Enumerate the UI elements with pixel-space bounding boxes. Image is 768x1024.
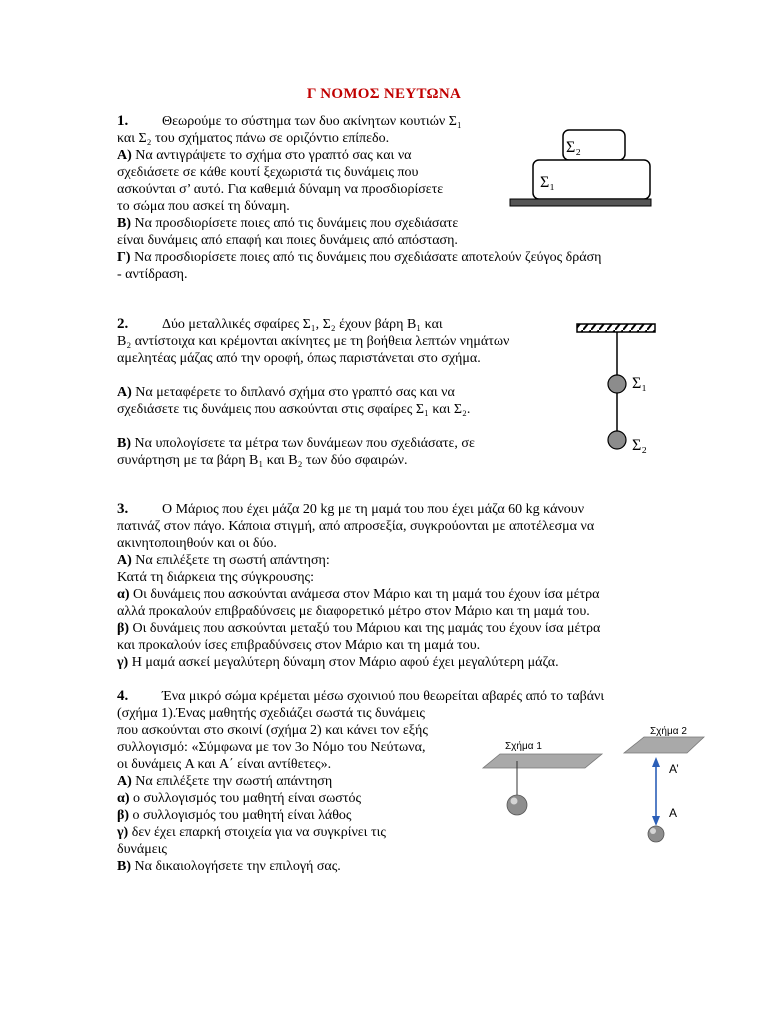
q3-option-a-line1: Οι δυνάμεις που ασκούνται ανάμεσα στον Μάριο και τη μαμά του έχουν ίσα μέτρα: [132, 587, 600, 602]
q3-option-c-line1: Η μαμά ασκεί μεγαλύτερη δύναμη στον Μάριο αφού έχει μεγαλύτερη μάζα.: [131, 655, 559, 670]
box-top-label: Σ₂: [566, 139, 581, 156]
q2-line3: αμελητέας μάζας από την οροφή, όπως παριστάνεται στο σχήμα.: [117, 351, 481, 366]
figure-1-ceiling: [483, 754, 602, 768]
q1-number: 1.: [117, 113, 129, 129]
q4-line5: οι δυνάμεις A και A΄ είναι αντίθετες».: [117, 757, 332, 772]
box-bottom-label: Σ₁: [540, 174, 555, 191]
q1-intro: Θεωρούμε το σύστημα των δυο ακίνητων κουτιών Σ₁: [162, 114, 462, 129]
q4-option-c-line2: δυνάμεις: [117, 842, 167, 857]
horizontal-plane: [510, 199, 651, 206]
q4-option-c-line1: δεν έχει επαρκή στοιχεία για να συγκρίνει τις: [131, 825, 386, 840]
q1-a-line2: σχεδιάσετε σε κάθε κουτί ξεχωριστά τις δυνάμεις που: [117, 165, 419, 180]
q2-b-label: Β): [117, 436, 131, 451]
ceiling: [577, 324, 655, 332]
q4-option-a-label: α): [117, 791, 130, 806]
q4-line2: (σχήμα 1).Ένας μαθητής σχεδιάζει σωστά τις δυνάμεις: [117, 706, 425, 721]
q3-option-c-label: γ): [117, 655, 129, 670]
figure-2-body: [648, 826, 664, 842]
sphere-1: [608, 375, 626, 393]
q2-line1: Δύο μεταλλικές σφαίρες Σ₁, Σ₂ έχουν βάρη B₁ και: [162, 317, 443, 332]
q1-c-label: Γ): [117, 250, 131, 265]
q3-option-b-label: β): [117, 621, 130, 636]
q1-b-line2: είναι δυνάμεις από επαφή και ποιες δυνάμεις από απόσταση.: [117, 233, 458, 248]
force-label-a-prime: A’: [669, 762, 679, 776]
sphere-1-label: Σ₁: [632, 375, 647, 392]
figure-1-body-highlight: [511, 798, 518, 805]
q2-a-label: Α): [117, 385, 132, 400]
figure-2-caption: Σχήμα 2: [650, 726, 687, 737]
q2-number: 2.: [117, 316, 129, 332]
q1-c-line2: - αντίδραση.: [117, 267, 188, 282]
q3-line1: Ο Μάριος που έχει μάζα 20 kg με τη μαμά του που έχει μάζα 60 kg κάνουν: [162, 502, 585, 517]
q4-option-c-label: γ): [117, 825, 129, 840]
q1-a-label: Α): [117, 148, 132, 163]
q4-b-text: Να δικαιολογήσετε την επιλογή σας.: [134, 859, 341, 874]
force-arrow-down-head: [652, 816, 660, 826]
q4-line3: που ασκούνται στο σκοινί (σχήμα 2) και κάνει τον εξής: [117, 723, 428, 738]
q2-a-line1: Να μεταφέρετε το διπλανό σχήμα στο γραπτό σας και να: [135, 385, 455, 400]
q2-a-line2: σχεδιάσετε τις δυνάμεις που ασκούνται στις σφαίρες Σ₁ και Σ₂.: [117, 402, 471, 417]
figure-2: [612, 722, 712, 852]
q1-a-line4: το σώμα που ασκεί τη δύναμη.: [117, 199, 290, 214]
figure-1-caption: Σχήμα 1: [505, 741, 542, 752]
q2-line2: B₂ αντίστοιχα και κρέμονται ακίνητες με τη βοήθεια λεπτών νημάτων: [117, 334, 510, 349]
figure-2-body-highlight: [650, 828, 656, 834]
spheres-figure: [575, 320, 660, 460]
q1-c-line1: Να προσδιορίσετε ποιες από τις δυνάμεις που σχεδιάσατε αποτελούν ζεύγος δράση: [134, 250, 602, 265]
q4-a-text: Να επιλέξετε την σωστή απάντηση: [135, 774, 333, 789]
q1-a-line1: Να αντιγράψετε το σχήμα στο γραπτό σας και να: [135, 148, 412, 163]
q3-a-label: Α): [117, 553, 132, 568]
q1-b-label: Β): [117, 216, 131, 231]
q2-b-line2: συνάρτηση με τα βάρη B₁ και B₂ των δύο σφαιρών.: [117, 453, 408, 468]
q2-b-line1: Να υπολογίσετε τα μέτρα των δυνάμεων που σχεδιάσατε, σε: [134, 436, 475, 451]
q4-a-label: Α): [117, 774, 132, 789]
q3-option-b-line1: Οι δυνάμεις που ασκούνται μεταξύ του Μάριου και της μαμάς του έχουν ίσα μέτρα: [132, 621, 601, 636]
boxes-figure: [508, 128, 653, 210]
sphere-2-label: Σ₂: [632, 437, 647, 454]
q4-number: 4.: [117, 688, 129, 704]
q3-line2: πατινάζ στον πάγο. Κάποια στιγμή, από απροσεξία, συγκρούονται με αποτέλεσμα να: [117, 519, 595, 534]
q3-line3: ακινητοποιηθούν και οι δύο.: [117, 536, 277, 551]
q3-option-a-line2: αλλά προκαλούν επιβραδύνσεις με διαφορετικό μέτρο στον Μάριο και τη μαμά του.: [117, 604, 590, 619]
q4-line4: συλλογισμό: «Σύμφωνα με τον 3ο Νόμο του Νεύτωνα,: [117, 740, 426, 755]
force-arrow-up-head: [652, 757, 660, 767]
q3-option-a-label: α): [117, 587, 130, 602]
q4-option-b-label: β): [117, 808, 130, 823]
q1-b-line1: Να προσδιορίσετε ποιες από τις δυνάμεις που σχεδιάσατε: [134, 216, 459, 231]
q1-block: [117, 113, 128, 130]
q3-number: 3.: [117, 501, 129, 517]
force-label-a: A: [669, 806, 678, 820]
sphere-2: [608, 431, 626, 449]
q3-option-b-line2: και προκαλούν ίσες επιβραδύνσεις στον Μάριο και τη μαμά του.: [117, 638, 481, 653]
q4-option-a-text: ο συλλογισμός του μαθητή είναι σωστός: [132, 791, 362, 806]
q4-line1: Ένα μικρό σώμα κρέμεται μέσω σχοινιού που θεωρείται αβαρές από το ταβάνι: [162, 689, 605, 704]
figure-1-body: [507, 795, 527, 815]
q1-a-line3: ασκούνται σ’ αυτό. Για καθεμιά δύναμη να προσδιορίσετε: [117, 182, 444, 197]
figure-2-ceiling: [624, 737, 704, 753]
figure-1: [480, 738, 610, 843]
q3-a-text: Να επιλέξετε τη σωστή απάντηση:: [135, 553, 330, 568]
q4-option-b-text: ο συλλογισμός του μαθητή είναι λάθος: [132, 808, 352, 823]
q4-b-label: Β): [117, 859, 131, 874]
q1-intro2: και Σ₂ του σχήματος πάνω σε οριζόντιο επίπεδο.: [117, 131, 390, 146]
q3-during: Κατά τη διάρκεια της σύγκρουσης:: [117, 570, 314, 585]
page-title: Γ ΝΟΜΟΣ ΝΕΥΤΩΝΑ: [306, 86, 462, 102]
